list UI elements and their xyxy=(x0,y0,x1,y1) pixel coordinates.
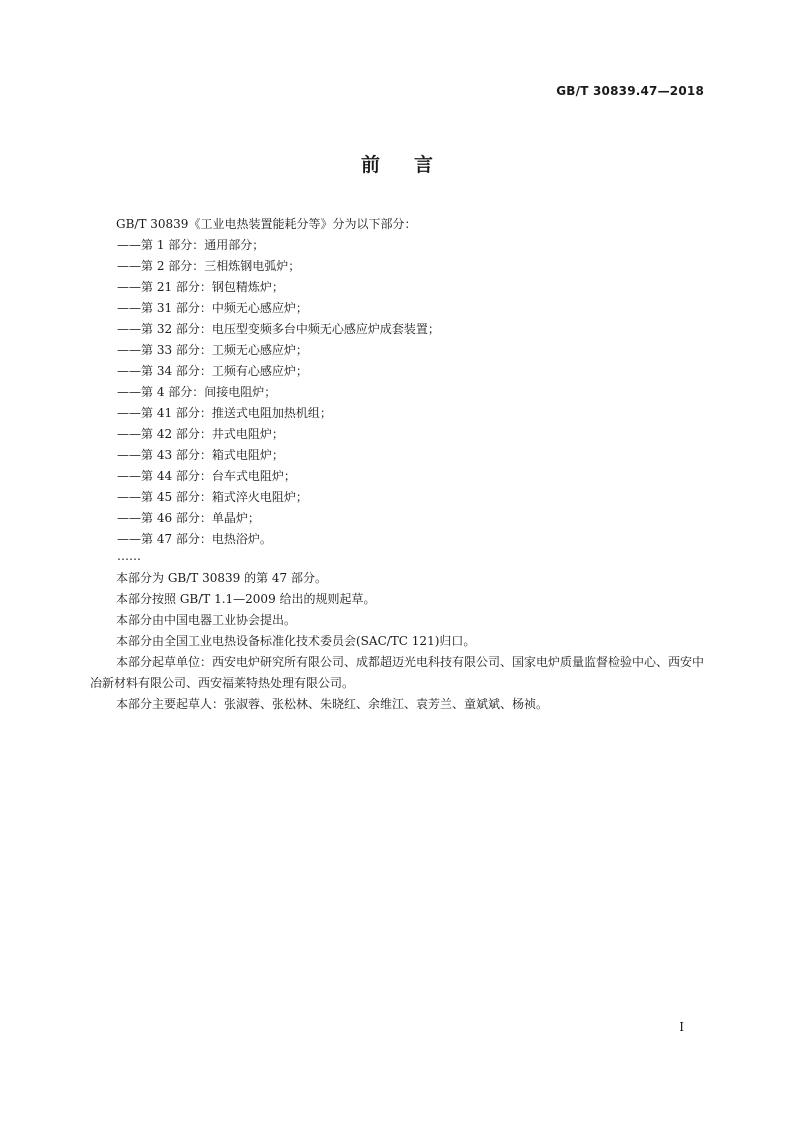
parts-list xyxy=(90,235,704,550)
statement-paragraph: 本部分为 GB/T 30839 的第 47 部分。 xyxy=(116,571,327,585)
list-item: ——第 21 部分：钢包精炼炉； xyxy=(117,280,284,294)
list-item: ——第 4 部分：间接电阻炉； xyxy=(117,385,277,399)
list-item: ——第 43 部分：箱式电阻炉； xyxy=(117,448,284,462)
list-item: ——第 31 部分：中频无心感应炉； xyxy=(117,301,308,315)
list-ellipsis: …… xyxy=(117,549,141,563)
list-item: ——第 42 部分：井式电阻炉； xyxy=(117,427,284,441)
list-item: ——第 34 部分：工频有心感应炉； xyxy=(117,364,308,378)
standard-code-header: GB/T 30839.47—2018 xyxy=(556,84,704,98)
page-number: I xyxy=(679,1020,684,1034)
list-item: ——第 32 部分：电压型变频多台中频无心感应炉成套装置； xyxy=(117,322,440,336)
list-item: ——第 47 部分：电热浴炉。 xyxy=(117,532,272,546)
page-title: 前言 xyxy=(360,154,467,176)
list-item: ——第 45 部分：箱式淬火电阻炉； xyxy=(117,490,308,504)
statement-paragraph: 本部分按照 GB/T 1.1—2009 给出的规则起草。 xyxy=(116,592,376,606)
list-item: ——第 2 部分：三相炼钢电弧炉； xyxy=(117,259,301,273)
statement-paragraph: 本部分由中国电器工业协会提出。 xyxy=(116,613,297,627)
list-item: ——第 41 部分：推送式电阻加热机组； xyxy=(117,406,332,420)
statement-paragraph: 本部分由全国工业电热设备标准化技术委员会(SAC/TC 121)归口。 xyxy=(116,634,476,648)
drafting-units-paragraph: 本部分起草单位：西安电炉研究所有限公司、成都超迈光电科技有限公司、国家电炉质量监督检验中心、西安中冶新材料有限公司、西安福莱特热处理有限公司。 xyxy=(90,655,705,690)
list-item: ——第 1 部分：通用部分； xyxy=(117,238,265,252)
drafters-paragraph: 本部分主要起草人：张淑蓉、张松林、朱晓红、余维江、袁芳兰、童斌斌、杨祯。 xyxy=(116,697,549,711)
list-item: ——第 44 部分：台车式电阻炉； xyxy=(117,469,296,483)
list-item: ——第 46 部分：单晶炉； xyxy=(117,511,260,525)
document-body xyxy=(90,214,704,715)
intro-paragraph: GB/T 30839《工业电热装置能耗分等》分为以下部分： xyxy=(116,217,417,231)
list-item: ——第 33 部分：工频无心感应炉； xyxy=(117,343,308,357)
